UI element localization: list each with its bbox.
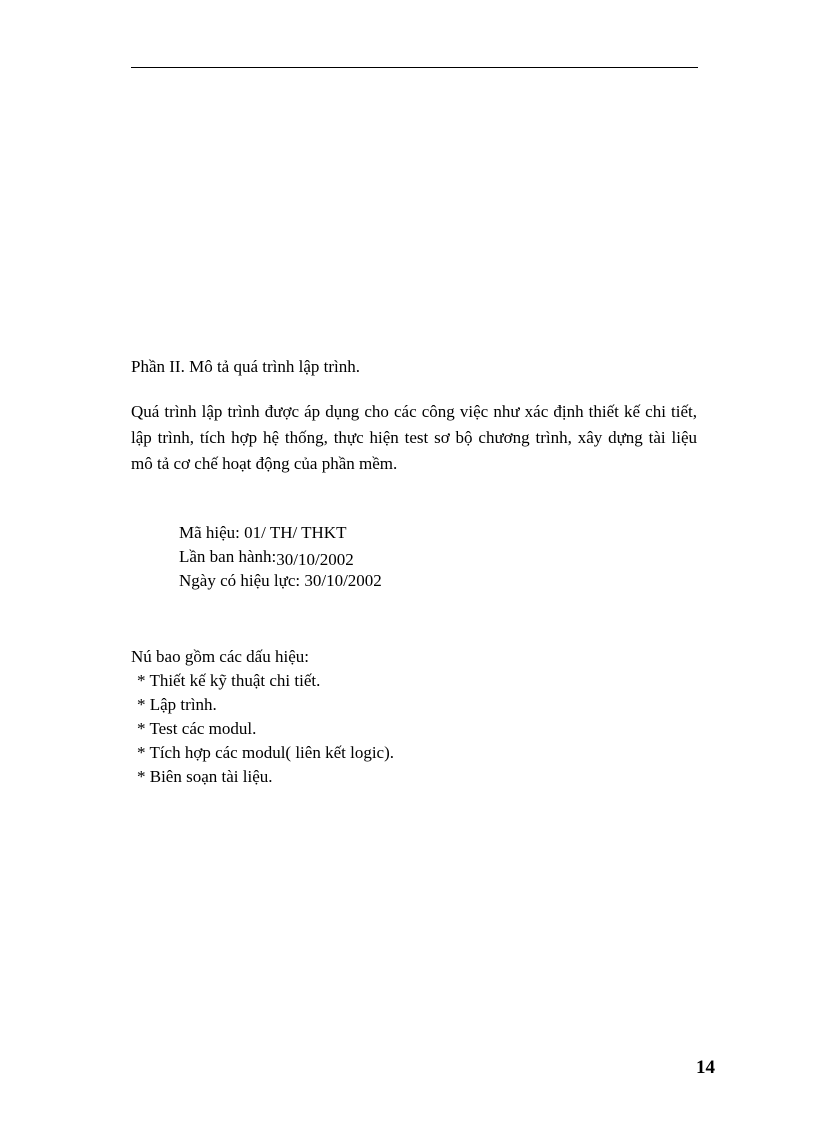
issue-label: Lần ban hành: [179,547,277,566]
effective-date-row [179,569,382,593]
document-info [179,521,382,593]
document-code-label: Mã hiệu: [179,523,240,542]
signs-heading: Nú bao gồm các dấu hiệu: [131,647,309,666]
intro-paragraph: Quá trình lập trình được áp dụng cho các công việc như xác định thiết kế chi tiết, lập trình, tích hợp hệ thống, thực hiện test sơ bộ chương trình, xây dựng tài liệu mô tả cơ chế hoạt động của phần mềm. [131,402,697,473]
list-item: * Lập trình. [137,695,217,714]
document-code-row [179,521,382,545]
list-item: * Thiết kế kỹ thuật chi tiết. [137,671,321,690]
issue-row [179,545,382,569]
section-title: Phần II. Mô tả quá trình lập trình. [131,357,360,376]
issue-value: 30/10/2002 [276,550,354,569]
list-item: * Tích hợp các modul( liên kết logic). [137,743,394,762]
effective-date-label: Ngày có hiệu lực: [179,571,301,590]
signs-list [131,645,394,789]
list-item: * Biên soạn tài liệu. [137,767,273,786]
effective-date-value: 30/10/2002 [304,571,382,590]
header-rule [131,67,698,68]
list-item: * Test các modul. [137,719,257,738]
page-number: 14 [696,1057,715,1078]
document-code-value: 01/ TH/ THKT [244,523,347,542]
